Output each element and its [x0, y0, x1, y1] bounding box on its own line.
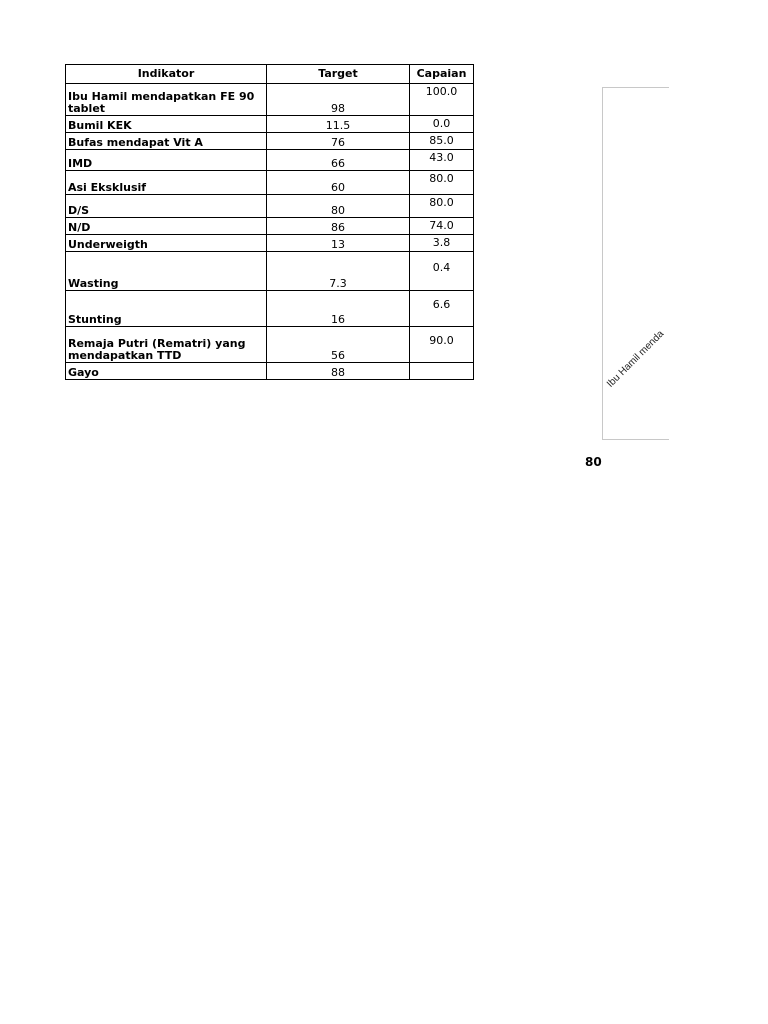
capaian-cell: 43.0: [410, 150, 474, 171]
target-cell: 60: [267, 171, 410, 195]
indikator-cell: Bufas mendapat Vit A: [66, 133, 267, 150]
table-row: [66, 133, 474, 150]
target-cell: 11.5: [267, 116, 410, 133]
target-cell: 98: [267, 84, 410, 116]
indikator-cell: N/D: [66, 218, 267, 235]
capaian-cell: 74.0: [410, 218, 474, 235]
capaian-cell: 85.0: [410, 133, 474, 150]
target-cell: 88: [267, 363, 410, 380]
header-indikator: Indikator: [66, 65, 267, 84]
capaian-cell: 6.6: [410, 291, 474, 327]
indikator-cell: Underweigth: [66, 235, 267, 252]
capaian-cell: 80.0: [410, 195, 474, 218]
capaian-cell: 3.8: [410, 235, 474, 252]
table-row: [66, 84, 474, 116]
target-cell: 13: [267, 235, 410, 252]
table-row: [66, 235, 474, 252]
table-row: [66, 363, 474, 380]
target-cell: 7.3: [267, 252, 410, 291]
capaian-cell: 0.4: [410, 252, 474, 291]
capaian-cell: 0.0: [410, 116, 474, 133]
target-cell: 76: [267, 133, 410, 150]
indikator-cell: Wasting: [66, 252, 267, 291]
indikator-cell: Asi Eksklusif: [66, 171, 267, 195]
header-capaian: Capaian: [410, 65, 474, 84]
table-row: [66, 218, 474, 235]
capaian-cell: [410, 363, 474, 380]
capaian-cell: 80.0: [410, 171, 474, 195]
value-label: 80: [585, 455, 602, 469]
indikator-cell: Bumil KEK: [66, 116, 267, 133]
capaian-cell: 90.0: [410, 327, 474, 363]
header-target: Target: [267, 65, 410, 84]
indikator-cell: Remaja Putri (Rematri) yang mendapatkan TTD: [66, 327, 267, 363]
capaian-cell: 100.0: [410, 84, 474, 116]
indikator-cell: Gayo: [66, 363, 267, 380]
target-cell: 86: [267, 218, 410, 235]
indikator-cell: D/S: [66, 195, 267, 218]
table-row: [66, 150, 474, 171]
table-row: [66, 327, 474, 363]
chart-area: [602, 87, 669, 440]
indikator-cell: IMD: [66, 150, 267, 171]
indikator-cell: Stunting: [66, 291, 267, 327]
target-cell: 56: [267, 327, 410, 363]
table-row: [66, 252, 474, 291]
table-row: [66, 116, 474, 133]
table-row: [66, 195, 474, 218]
chart-category-label: Ibu Hamil menda: [605, 328, 667, 390]
target-cell: 16: [267, 291, 410, 327]
target-cell: 80: [267, 195, 410, 218]
table-header-row: [66, 65, 474, 84]
table-row: [66, 171, 474, 195]
indikator-cell: Ibu Hamil mendapatkan FE 90 tablet: [66, 84, 267, 116]
target-cell: 66: [267, 150, 410, 171]
indikator-table: [65, 64, 474, 380]
table-row: [66, 291, 474, 327]
